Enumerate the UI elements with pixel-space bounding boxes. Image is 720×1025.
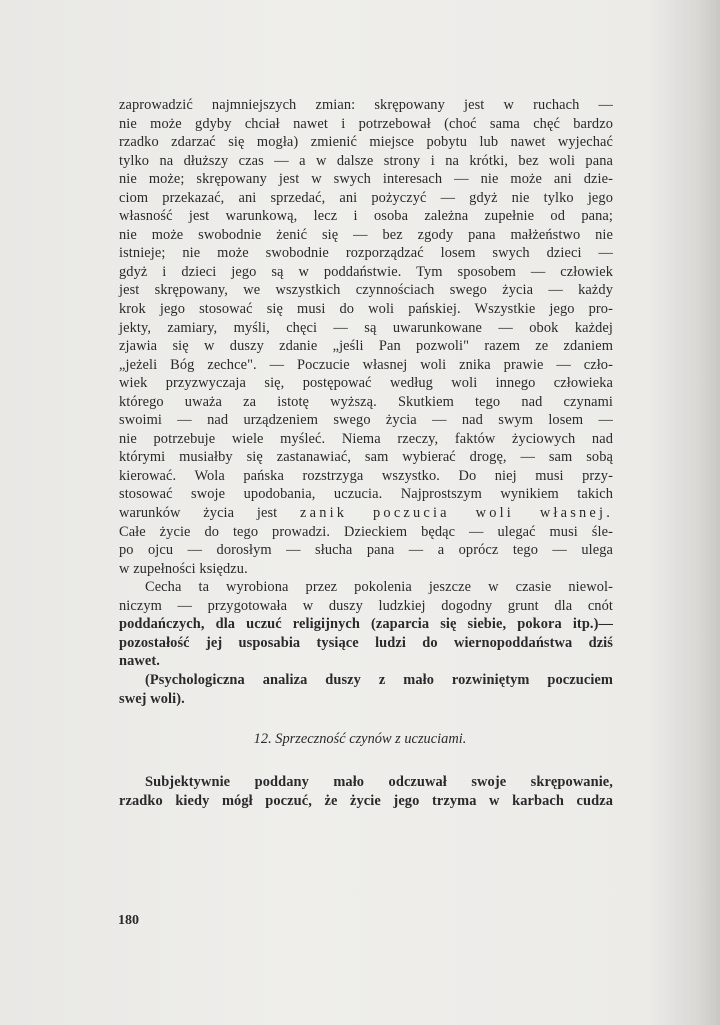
text-line: w zupełności księdzu.: [119, 560, 248, 577]
page-number: 180: [118, 913, 139, 928]
text-line: tylko na dłuższy czas — a w dalsze strony i na krótki, bez woli pana: [119, 152, 613, 169]
text-line: gdyż i dzieci jego są w poddaństwie. Tym sposobem — człowiek: [119, 263, 613, 280]
paragraph-line: poddańczych, dla uczuć religijnych (zaparcia się siebie, pokora itp.)—: [119, 616, 613, 633]
text-line: którymi musiałby się zastanawiać, sam wybierać drogę, — sam sobą: [119, 449, 613, 466]
body-text: [119, 96, 613, 810]
text-line: nie może swobodnie żenić się — bez zgody pana małżeństwo nie: [119, 226, 613, 243]
paragraph-line: swej woli).: [119, 690, 185, 707]
text-line: nie może; skrępowany jest w swych interesach — nie może ani dzie-: [119, 171, 613, 188]
text-line: Całe życie do tego prowadzi. Dzieckiem będąc — ulegać musi śle-: [119, 523, 613, 540]
text-line: jest skrępowany, we wszystkich czynnościach swego życia — każdy: [119, 282, 613, 299]
text-line: wiek przyzwyczaja się, postępować według woli innego człowieka: [119, 375, 613, 392]
text-line: krok jego stosować się musi do woli pańskiej. Wszystkie jego pro-: [119, 301, 613, 318]
paragraph-line: Subjektywnie poddany mało odczuwał swoje skrępowanie,: [145, 774, 613, 791]
text-line: swoimi — nad urządzeniem swego życia — nad swym losem —: [119, 412, 613, 429]
spaced-emphasis: zanik poczucia woli własnej.: [300, 505, 613, 522]
text-line: stosować swoje upodobania, uczucia. Najprostszym wynikiem takich: [119, 486, 613, 503]
paragraph-line: niczym — przygotowała w duszy ludzkiej dogodny grunt dla cnót: [119, 597, 613, 614]
section-heading: 12. Sprzeczność czynów z uczuciami.: [253, 731, 467, 748]
text-line: zaprowadzić najmniejszych zmian: skrępowany jest w ruchach —: [119, 97, 613, 113]
text-line: własność jest warunkową, lecz i osoba zależna zupełnie od pana;: [119, 208, 613, 225]
text-line: po ojcu — dorosłym — słucha pana — a oprócz tego — ulega: [119, 542, 613, 559]
text-line: ciom przekazać, ani sprzedać, ani pożyczyć — gdyż nie tylko jego: [119, 189, 613, 206]
text-line: kierować. Wola pańska rozstrzyga wszystko. Do niej musi przy-: [119, 467, 613, 484]
text-line-lead: warunków życia jest: [119, 505, 278, 522]
text-line: jekty, zamiary, myśli, chęci — są uwarunkowane — obok każdej: [119, 319, 613, 336]
paragraph-line: nawet.: [119, 653, 160, 670]
text-line: „jeżeli Bóg zechce". — Poczucie własnej woli znika prawie — czło-: [119, 356, 613, 373]
text-line: zjawia się w duszy zdanie „jeśli Pan pozwoli" razem ze zdaniem: [119, 338, 613, 355]
text-line: istnieje; nie może swobodnie rozporządzać losem swych dzieci —: [119, 245, 613, 262]
text-line: nie może gdyby chciał nawet i potrzebował (choć sama chęć bardzo: [119, 115, 613, 132]
text-line: rzadko zdarzać się mogła) zmienić miejsce pobytu lub nawet wyjechać: [119, 134, 613, 151]
text-line-spaced: [119, 504, 613, 523]
paragraph-line: pozostałość jej usposabia tysiące ludzi do wiernopoddaństwa dziś: [119, 634, 613, 651]
paragraph-line: rzadko kiedy mógł poczuć, że życie jego trzyma w karbach cudza: [119, 792, 613, 809]
text-line: którego uważa za istotę wyższą. Skutkiem tego nad czynami: [119, 393, 613, 410]
paragraph-line: Cecha ta wyrobiona przez pokolenia jeszcze w czasie niewol-: [145, 579, 613, 596]
text-line: nie potrzebuje wiele myśleć. Niema rzeczy, faktów życiowych nad: [119, 430, 613, 447]
paragraph-line: (Psychologiczna analiza duszy z mało rozwiniętym poczuciem: [145, 671, 613, 688]
